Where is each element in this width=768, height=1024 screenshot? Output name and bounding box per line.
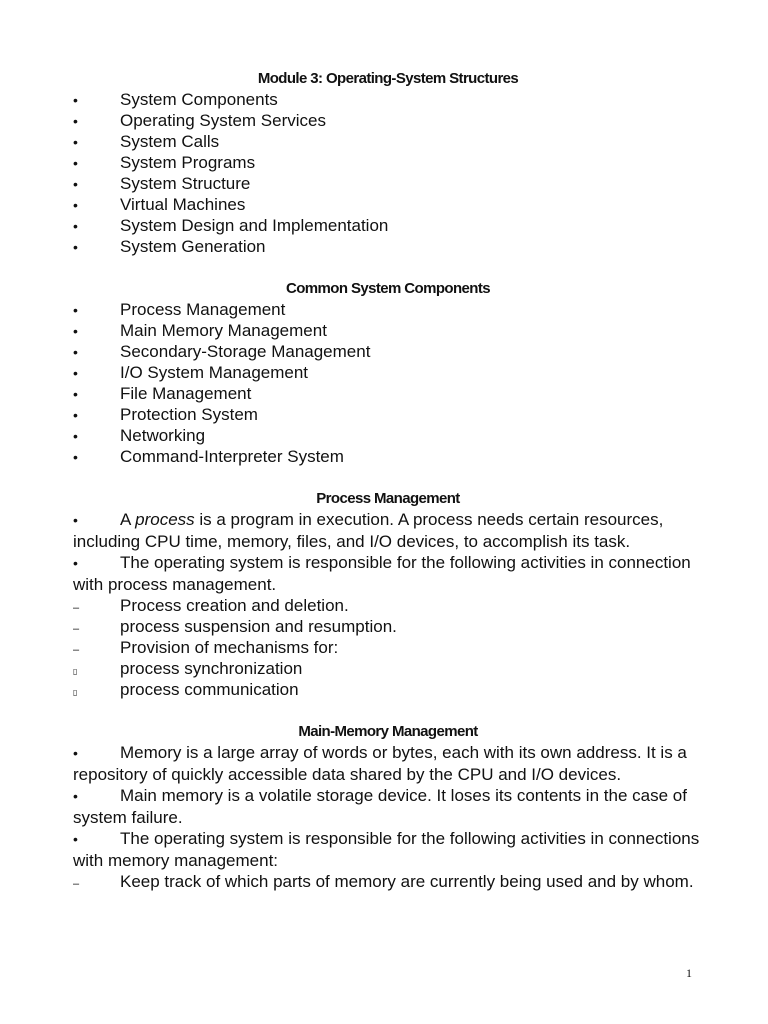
- bullet-marker: •: [73, 831, 78, 847]
- bullet-marker: •: [73, 323, 78, 339]
- list-item-text: Secondary-Storage Management: [120, 342, 371, 361]
- bullet-marker: •: [73, 386, 78, 402]
- list-item: [73, 362, 703, 383]
- paragraph-text: A: [120, 510, 136, 529]
- paragraph-text: is a program in execution. A process needs certain resources, including CPU time, memory, files, and I/O devices, to accomplish its task.: [73, 510, 664, 551]
- list-item: [73, 89, 703, 110]
- list-item-text: System Programs: [120, 153, 256, 172]
- list-item-text: Provision of mechanisms for:: [120, 638, 339, 657]
- list-item-text: process synchronization: [120, 659, 303, 678]
- list-item: [73, 173, 703, 194]
- paragraph-text: Main memory is a volatile storage device. It loses its contents in the case of system failure.: [73, 786, 687, 827]
- memory-responsibility-paragraph: [73, 828, 703, 871]
- bullet-marker: •: [73, 302, 78, 318]
- list-item-text: process suspension and resumption.: [120, 617, 397, 636]
- list-item: [73, 425, 703, 446]
- bullet-marker: •: [73, 407, 78, 423]
- section-spacer: [73, 700, 703, 722]
- dash-marker: –: [73, 623, 80, 635]
- list-item: [73, 236, 703, 257]
- paragraph-text: Keep track of which parts of memory are currently being used and by whom.: [120, 872, 694, 891]
- process-management-title: Process Management: [316, 490, 460, 507]
- bullet-marker: •: [73, 176, 78, 192]
- list-item: [73, 404, 703, 425]
- list-item: [73, 320, 703, 341]
- section-spacer: [73, 467, 703, 489]
- list-item: [73, 152, 703, 173]
- common-components-title: Common System Components: [286, 280, 490, 297]
- list-item: [73, 446, 703, 467]
- section-spacer: [73, 257, 703, 279]
- dash-marker: –: [73, 878, 80, 890]
- list-item: [73, 215, 703, 236]
- list-item-text: Process Management: [120, 300, 286, 319]
- list-item: [73, 110, 703, 131]
- bullet-marker: •: [73, 428, 78, 444]
- paragraph-text: Memory is a large array of words or bytes, each with its own address. It is a repository of quickly accessible data shared by the CPU and I/O devices.: [73, 743, 687, 784]
- bullet-marker: •: [73, 344, 78, 360]
- bullet-marker: •: [73, 92, 78, 108]
- list-item-text: System Calls: [120, 132, 220, 151]
- list-item-text: Main Memory Management: [120, 321, 327, 340]
- bullet-marker: •: [73, 197, 78, 213]
- process-definition-paragraph: [73, 509, 703, 552]
- list-item: [73, 679, 703, 700]
- module-topic-list: [73, 89, 703, 257]
- list-item-text: System Generation: [120, 237, 266, 256]
- process-activity-list: [73, 595, 703, 700]
- bullet-marker: •: [73, 365, 78, 381]
- list-item-text: System Design and Implementation: [120, 216, 389, 235]
- process-responsibility-paragraph: [73, 552, 703, 595]
- list-item: [73, 383, 703, 404]
- box-marker: ▯: [73, 667, 78, 676]
- memory-tracking-paragraph: [73, 871, 703, 895]
- list-item-text: Process creation and deletion.: [120, 596, 349, 615]
- list-item-text: I/O System Management: [120, 363, 309, 382]
- list-item: [73, 341, 703, 362]
- list-item: [73, 131, 703, 152]
- bullet-marker: •: [73, 239, 78, 255]
- list-item-text: Command-Interpreter System: [120, 447, 344, 466]
- bullet-marker: •: [73, 788, 78, 804]
- list-item: [73, 194, 703, 215]
- memory-definition-paragraph: [73, 742, 703, 785]
- list-item-text: System Components: [120, 90, 278, 109]
- paragraph-text: The operating system is responsible for the following activities in connections with memory management:: [73, 829, 700, 870]
- module-title: Module 3: Operating-System Structures: [257, 70, 519, 87]
- paragraph-text: The operating system is responsible for the following activities in connection with process management.: [73, 553, 691, 594]
- list-item-text: Operating System Services: [120, 111, 326, 130]
- list-item: [73, 299, 703, 320]
- bullet-marker: •: [73, 155, 78, 171]
- bullet-marker: •: [73, 745, 78, 761]
- dash-marker: –: [73, 602, 80, 614]
- emphasized-term: process: [135, 510, 195, 529]
- page-number: 1: [686, 966, 692, 980]
- bullet-marker: •: [73, 113, 78, 129]
- list-item-text: Virtual Machines: [120, 195, 246, 214]
- bullet-marker: •: [73, 555, 78, 571]
- page-content: [73, 69, 703, 895]
- dash-marker: –: [73, 644, 80, 656]
- list-item-text: process communication: [120, 680, 299, 699]
- bullet-marker: •: [73, 512, 78, 528]
- box-marker: ▯: [73, 688, 78, 697]
- list-item: [73, 616, 703, 637]
- list-item-text: Protection System: [120, 405, 258, 424]
- bullet-marker: •: [73, 134, 78, 150]
- main-memory-title: Main-Memory Management: [298, 723, 478, 740]
- list-item: [73, 637, 703, 658]
- bullet-marker: •: [73, 218, 78, 234]
- list-item-text: System Structure: [120, 174, 251, 193]
- list-item: [73, 595, 703, 616]
- list-item-text: File Management: [120, 384, 252, 403]
- memory-volatile-paragraph: [73, 785, 703, 828]
- list-item-text: Networking: [120, 426, 206, 445]
- bullet-marker: •: [73, 449, 78, 465]
- common-components-list: [73, 299, 703, 467]
- list-item: [73, 658, 703, 679]
